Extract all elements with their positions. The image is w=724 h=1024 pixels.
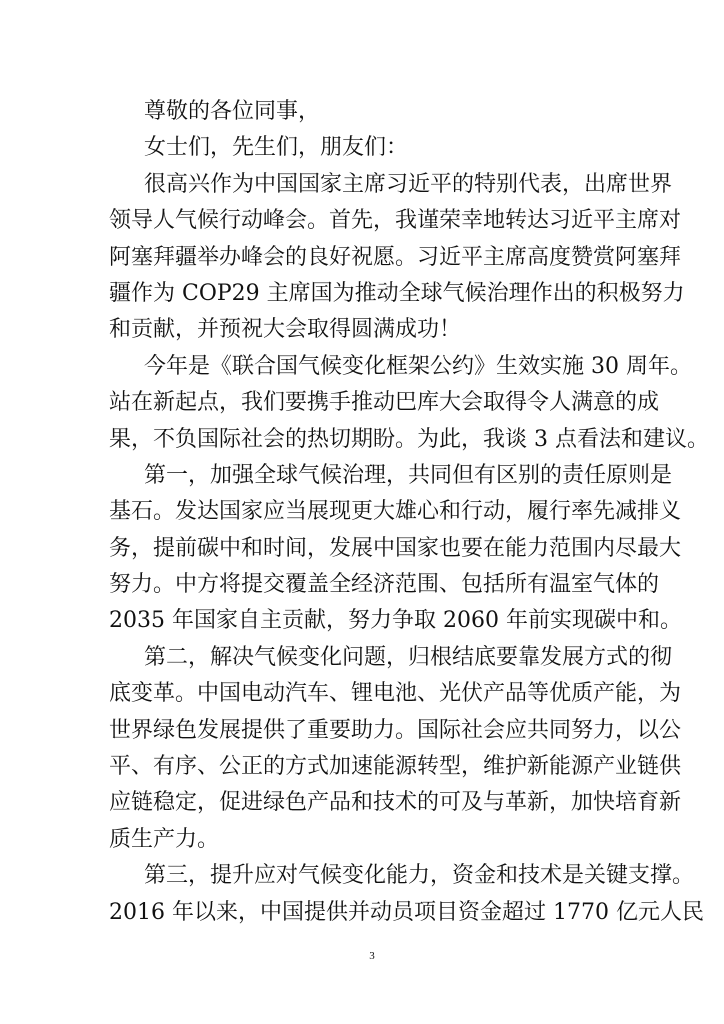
text-line: 疆作为 COP29 主席国为推动全球气候治理作出的积极努力 xyxy=(109,280,685,306)
text-line: 和贡献，并预祝大会取得圆满成功！ xyxy=(109,317,462,343)
text-line: 第一，加强全球气候治理，共同但有区别的责任原则是 xyxy=(144,462,673,488)
text-line: 女士们，先生们，朋友们： xyxy=(144,135,409,161)
text-line: 很高兴作为中国国家主席习近平的特别代表，出席世界 xyxy=(144,171,673,197)
text-line: 站在新起点，我们要携手推动巴库大会取得令人满意的成 xyxy=(109,390,660,416)
text-line: 果，不负国际社会的热切期盼。为此，我谈 3 点看法和建议。 xyxy=(109,426,709,452)
text-line: 今年是《联合国气候变化框架公约》生效实施 30 周年。 xyxy=(144,353,692,379)
page-number: 3 xyxy=(369,950,375,962)
text-line: 2016 年以来，中国提供并动员项目资金超过 1770 亿元人民 xyxy=(109,899,704,925)
text-line: 领导人气候行动峰会。首先，我谨荣幸地转达习近平主席对 xyxy=(109,208,682,234)
text-line: 尊敬的各位同事， xyxy=(144,99,321,124)
text-line: 务，提前碳中和时间，发展中国家也要在能力范围内尽最大 xyxy=(109,535,682,561)
text-line: 底变革。中国电动汽车、锂电池、光伏产品等优质产能，为 xyxy=(109,681,682,707)
text-line: 第二，解决气候变化问题，归根结底要靠发展方式的彻 xyxy=(144,644,673,670)
text-line: 阿塞拜疆举办峰会的良好祝愿。习近平主席高度赞赏阿塞拜 xyxy=(109,244,682,270)
text-line: 基石。发达国家应当展现更大雄心和行动，履行率先减排义 xyxy=(109,499,682,525)
text-line: 质生产力。 xyxy=(109,826,220,852)
text-line: 2035 年国家自主贡献，努力争取 2060 年前实现碳中和。 xyxy=(109,608,682,634)
text-line: 世界绿色发展提供了重要助力。国际社会应共同努力，以公 xyxy=(109,717,682,743)
text-line: 第三，提升应对气候变化能力，资金和技术是关键支撑。 xyxy=(144,863,695,889)
text-line: 平、有序、公正的方式加速能源转型，维护新能源产业链供 xyxy=(109,754,682,780)
document-body xyxy=(109,94,709,931)
text-line: 努力。中方将提交覆盖全经济范围、包括所有温室气体的 xyxy=(109,572,660,598)
text-line: 应链稳定，促进绿色产品和技术的可及与革新，加快培育新 xyxy=(109,790,682,816)
